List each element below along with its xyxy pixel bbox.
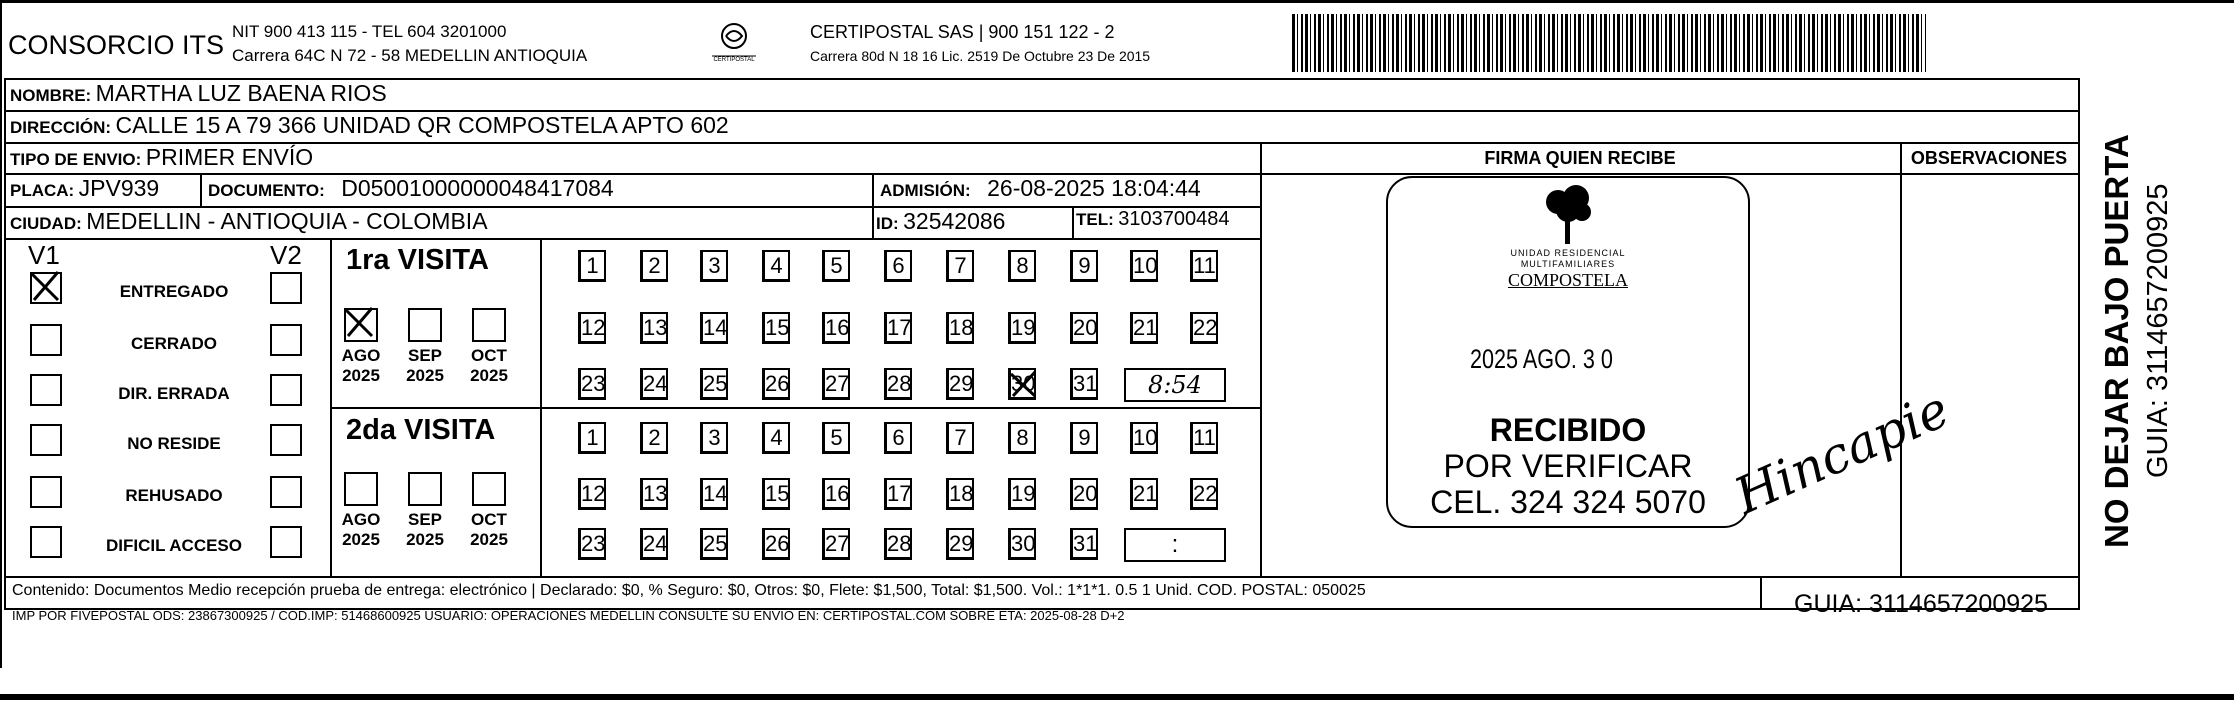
city-value: MEDELLIN - ANTIOQUIA - COLOMBIA xyxy=(86,208,488,234)
month-checkbox[interactable] xyxy=(344,472,378,506)
month-label: AGO xyxy=(341,510,381,529)
year-label: 2025 xyxy=(406,366,444,385)
day-box[interactable]: 30 xyxy=(1008,528,1036,560)
received-stamp xyxy=(1386,176,1750,528)
row-divider xyxy=(4,576,2080,578)
month-checkbox[interactable] xyxy=(344,308,378,342)
day-box[interactable]: 7 xyxy=(946,422,974,454)
month-checkbox[interactable] xyxy=(408,308,442,342)
v2-status-checkbox[interactable] xyxy=(270,324,302,356)
side-guide: GUIA: 3114657200925 xyxy=(2142,183,2174,478)
plate-value: JPV939 xyxy=(78,175,160,201)
table-left xyxy=(4,78,6,610)
day-box[interactable]: 20 xyxy=(1070,312,1098,344)
month-label: OCT xyxy=(471,346,507,365)
time-box[interactable]: : xyxy=(1124,528,1226,562)
day-box[interactable]: 8 xyxy=(1008,250,1036,282)
v1-status-checkbox[interactable] xyxy=(30,272,62,304)
row-divider xyxy=(330,407,1260,409)
day-box[interactable]: 15 xyxy=(762,312,790,344)
time-box[interactable]: 8:54 xyxy=(1124,368,1226,402)
day-box[interactable]: 10 xyxy=(1130,422,1158,454)
footer-imp: IMP POR FIVEPOSTAL ODS: 23867300925 / COD.IMP: 51468600925 USUARIO: OPERACIONES MEDELLIN CONSULTE SU ENVIO EN: CERTIPOSTAL.COM SOBRE ETA: 2025-08-28 D+2 xyxy=(12,608,1125,623)
company-address: Carrera 64C N 72 - 58 MEDELLIN ANTIOQUIA xyxy=(232,46,588,65)
carrier-logo xyxy=(706,20,762,68)
month-label: SEP xyxy=(407,346,443,365)
admission-field xyxy=(880,175,1201,202)
status-label: NO RESIDE xyxy=(127,434,221,453)
day-box[interactable]: 29 xyxy=(946,528,974,560)
first-visit-label: 1ra VISITA xyxy=(346,244,489,276)
day-box[interactable]: 1 xyxy=(578,250,606,282)
id-value: 32542086 xyxy=(903,208,1006,234)
row-divider xyxy=(4,238,1260,240)
v2-status-checkbox[interactable] xyxy=(270,374,302,406)
day-box[interactable]: 23 xyxy=(578,528,606,560)
tree-logo-icon xyxy=(1538,182,1598,246)
col-divider xyxy=(1260,142,1262,578)
day-box[interactable]: 26 xyxy=(762,368,790,400)
name-field xyxy=(10,80,387,107)
day-box[interactable]: 13 xyxy=(640,312,668,344)
day-box[interactable]: 12 xyxy=(578,312,606,344)
day-box[interactable]: 16 xyxy=(822,478,850,510)
plate-field xyxy=(10,175,159,202)
bottom-border xyxy=(0,694,2234,700)
day-box[interactable]: 28 xyxy=(884,368,912,400)
day-box[interactable]: 2 xyxy=(640,422,668,454)
footer-guide: GUIA: 3114657200925 xyxy=(1794,590,2048,618)
month-label: SEP xyxy=(407,510,443,529)
day-box[interactable]: 7 xyxy=(946,250,974,282)
v2-status-checkbox[interactable] xyxy=(270,272,302,304)
day-box[interactable]: 18 xyxy=(946,312,974,344)
day-box[interactable]: 11 xyxy=(1190,250,1218,282)
day-box[interactable]: 18 xyxy=(946,478,974,510)
day-box[interactable]: 31 xyxy=(1070,368,1098,400)
day-box[interactable]: 24 xyxy=(640,368,668,400)
row-divider xyxy=(4,142,2080,144)
day-box[interactable]: 27 xyxy=(822,368,850,400)
carrier-logo-text: CERTIPOSTAL xyxy=(713,57,755,63)
signature-header: FIRMA QUIEN RECIBE xyxy=(1484,148,1676,168)
side-warning: NO DEJAR BAJO PUERTA xyxy=(2098,134,2135,548)
day-box[interactable]: 6 xyxy=(884,250,912,282)
status-label: CERRADO xyxy=(131,334,217,353)
v1-status-checkbox[interactable] xyxy=(30,476,62,508)
year-label: 2025 xyxy=(342,366,380,385)
row-divider xyxy=(1260,173,2080,175)
day-box[interactable]: 11 xyxy=(1190,422,1218,454)
stamp-org-line1: UNIDAD RESIDENCIAL xyxy=(1510,248,1626,258)
type-field xyxy=(10,144,313,171)
day-box[interactable]: 14 xyxy=(700,478,728,510)
city-field xyxy=(10,208,488,235)
barcode xyxy=(1292,14,1926,72)
day-box[interactable]: 14 xyxy=(700,312,728,344)
stamp-verify: POR VERIFICAR xyxy=(1443,448,1693,484)
tel-field xyxy=(1076,208,1229,231)
status-label: ENTREGADO xyxy=(119,282,229,301)
v1-status-checkbox[interactable] xyxy=(30,374,62,406)
day-box[interactable]: 17 xyxy=(884,478,912,510)
day-box[interactable]: 9 xyxy=(1070,250,1098,282)
col-divider xyxy=(1760,576,1762,610)
day-box[interactable]: 4 xyxy=(762,250,790,282)
document-label: DOCUMENTO: xyxy=(208,181,325,200)
day-box[interactable]: 27 xyxy=(822,528,850,560)
admission-value: 26-08-2025 18:04:44 xyxy=(987,175,1201,201)
document-value: D05001000000048417084 xyxy=(341,175,614,201)
day-box[interactable]: 19 xyxy=(1008,478,1036,510)
table-right xyxy=(2078,78,2080,610)
tel-label: TEL: xyxy=(1076,210,1114,229)
status-label: DIR. ERRADA xyxy=(118,384,230,403)
day-box[interactable]: 8 xyxy=(1008,422,1036,454)
month-label: OCT xyxy=(471,510,507,529)
day-box[interactable]: 3 xyxy=(700,422,728,454)
day-box[interactable]: 1 xyxy=(578,422,606,454)
day-box[interactable]: 15 xyxy=(762,478,790,510)
address-field xyxy=(10,112,729,139)
day-box[interactable]: 25 xyxy=(700,368,728,400)
stamp-org-name: COMPOSTELA xyxy=(1507,270,1628,290)
stamp-phone: CEL. 324 324 5070 xyxy=(1430,484,1706,520)
company-nit: NIT 900 413 115 - TEL 604 3201000 xyxy=(232,22,507,41)
name-label: NOMBRE: xyxy=(10,86,92,105)
carrier-address: Carrera 80d N 18 16 Lic. 2519 De Octubre 23 De 2015 xyxy=(810,48,1151,64)
footer-content: Contenido: Documentos Medio recepción prueba de entrega: electrónico | Declarado: $0, % Seguro: $0, Otros: $0, Flete: $1,500, Total: $1,500. Vol.: 1*1*1. 0.5 1 Unid. COD. POSTAL: 050025 xyxy=(12,582,1366,599)
day-box[interactable]: 26 xyxy=(762,528,790,560)
left-border xyxy=(0,0,2,668)
day-box[interactable]: 4 xyxy=(762,422,790,454)
status-label: REHUSADO xyxy=(125,486,223,505)
tel-value: 3103700484 xyxy=(1118,208,1230,230)
v2-status-checkbox[interactable] xyxy=(270,526,302,558)
col-divider xyxy=(200,173,202,206)
day-box[interactable]: 22 xyxy=(1190,478,1218,510)
admission-label: ADMISIÓN: xyxy=(880,181,971,200)
day-box[interactable]: 5 xyxy=(822,250,850,282)
type-value: PRIMER ENVÍO xyxy=(145,144,314,170)
city-label: CIUDAD: xyxy=(10,214,82,233)
day-box[interactable]: 16 xyxy=(822,312,850,344)
day-box[interactable]: 5 xyxy=(822,422,850,454)
name-value: MARTHA LUZ BAENA RIOS xyxy=(95,80,387,106)
day-box[interactable]: 10 xyxy=(1130,250,1158,282)
day-box[interactable]: 28 xyxy=(884,528,912,560)
status-label: DIFICIL ACCESO xyxy=(105,536,242,555)
day-box[interactable]: 24 xyxy=(640,528,668,560)
day-box[interactable]: 19 xyxy=(1008,312,1036,344)
company-name: CONSORCIO ITS xyxy=(8,30,225,60)
month-checkbox[interactable] xyxy=(472,308,506,342)
day-box[interactable]: 21 xyxy=(1130,312,1158,344)
stamp-received: RECIBIDO xyxy=(1489,412,1647,448)
col-divider xyxy=(1900,142,1902,578)
day-box[interactable]: 20 xyxy=(1070,478,1098,510)
month-checkbox[interactable] xyxy=(472,472,506,506)
address-label: DIRECCIÓN: xyxy=(10,118,112,137)
v1-status-checkbox[interactable] xyxy=(30,324,62,356)
day-box[interactable]: 21 xyxy=(1130,478,1158,510)
day-box[interactable]: 30 xyxy=(1008,368,1036,400)
v2-status-checkbox[interactable] xyxy=(270,424,302,456)
day-box[interactable]: 12 xyxy=(578,478,606,510)
day-box[interactable]: 2 xyxy=(640,250,668,282)
handwritten-signature: Hincapie xyxy=(1726,380,1958,526)
second-visit-label: 2da VISITA xyxy=(346,414,496,446)
v2-label: V2 xyxy=(270,240,302,270)
year-label: 2025 xyxy=(470,366,508,385)
day-box[interactable]: 17 xyxy=(884,312,912,344)
col-divider xyxy=(872,173,874,238)
year-label: 2025 xyxy=(406,530,444,549)
observations-header: OBSERVACIONES xyxy=(1910,148,2068,168)
month-label: AGO xyxy=(341,346,381,365)
day-box[interactable]: 3 xyxy=(700,250,728,282)
v1-status-checkbox[interactable] xyxy=(30,424,62,456)
plate-label: PLACA: xyxy=(10,181,75,200)
v1-status-checkbox[interactable] xyxy=(30,526,62,558)
year-label: 2025 xyxy=(470,530,508,549)
top-border xyxy=(0,0,2234,3)
day-box[interactable]: 6 xyxy=(884,422,912,454)
year-label: 2025 xyxy=(342,530,380,549)
day-box[interactable]: 23 xyxy=(578,368,606,400)
day-box[interactable]: 25 xyxy=(700,528,728,560)
day-box[interactable]: 13 xyxy=(640,478,668,510)
v2-status-checkbox[interactable] xyxy=(270,476,302,508)
stamp-org-line2: MULTIFAMILIARES xyxy=(1520,259,1616,269)
v1-label: V1 xyxy=(28,240,60,270)
stamp-date: 2025 AGO. 3 0 xyxy=(1470,344,1613,374)
address-value: CALLE 15 A 79 366 UNIDAD QR COMPOSTELA APTO 602 xyxy=(115,112,729,138)
col-divider xyxy=(1072,206,1074,238)
day-box[interactable]: 29 xyxy=(946,368,974,400)
id-label: ID: xyxy=(876,214,899,233)
type-label: TIPO DE ENVIO: xyxy=(10,150,142,169)
id-field xyxy=(876,208,1005,235)
month-checkbox[interactable] xyxy=(408,472,442,506)
day-box[interactable]: 22 xyxy=(1190,312,1218,344)
day-box[interactable]: 9 xyxy=(1070,422,1098,454)
carrier-name: CERTIPOSTAL SAS | 900 151 122 - 2 xyxy=(810,22,1115,42)
day-box[interactable]: 31 xyxy=(1070,528,1098,560)
document-field xyxy=(208,175,614,202)
